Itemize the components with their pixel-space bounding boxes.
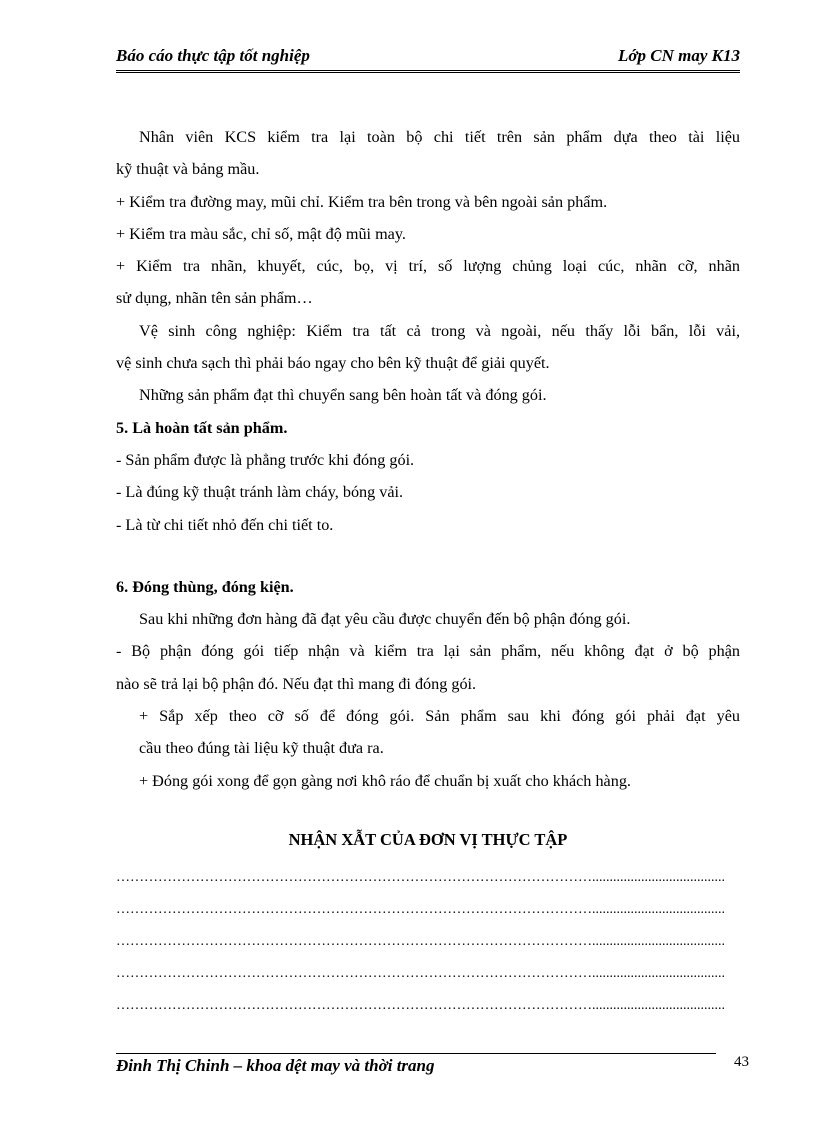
bullet-label-check-line1: + Kiểm tra nhãn, khuyết, cúc, bọ, vị trí, số lượng chủng loại cúc, nhãn cỡ, nhãn: [116, 257, 740, 276]
bullet-seam-check: + Kiểm tra đường may, mũi chỉ. Kiểm tra bên trong và bên ngoài sản phẩm.: [116, 192, 608, 211]
footer-rule: [116, 1053, 716, 1054]
bullet-label-check-line2: sử dụng, nhãn tên sản phẩm…: [116, 289, 313, 308]
evaluation-dotted-line: …………………………………………………………………………………………......................................: [116, 934, 725, 949]
page-number: 43: [734, 1054, 749, 1070]
bullet-storage: + Đóng gói xong để gọn gàng nơi khô ráo để chuẩn bị xuất cho khách hàng.: [139, 771, 631, 790]
spacer: [116, 541, 740, 571]
section-heading-5: 5. Là hoàn tất sản phẩm.: [116, 418, 288, 437]
header-report-title: Báo cáo thực tập tốt nghiệp: [116, 46, 310, 65]
dash-item-technique: - Là đúng kỹ thuật tránh làm cháy, bóng vải.: [116, 483, 404, 502]
paragraph-kcs-line2: kỹ thuật và bảng mầu.: [116, 160, 260, 179]
bullet-color-check: + Kiểm tra màu sắc, chỉ số, mật độ mũi may.: [116, 224, 406, 243]
paragraph-kcs-line1: Nhân viên KCS kiểm tra lại toàn bộ chi tiết trên sản phẩm dựa theo tài liệu: [139, 128, 740, 146]
document-body: [116, 121, 740, 797]
evaluation-dotted-line: …………………………………………………………………………………………......................................: [116, 998, 725, 1013]
page-header: [116, 44, 740, 73]
evaluation-dotted-line: …………………………………………………………………………………………......................................: [116, 902, 725, 917]
evaluation-title: NHẬN XẪT CỦA ĐƠN VỊ THỰC TẬP: [288, 830, 568, 849]
evaluation-dotted-line: …………………………………………………………………………………………......................................: [116, 966, 725, 981]
footer-author: Đinh Thị Chinh – khoa dệt may và thời trang: [116, 1056, 435, 1075]
dash-item-ironing: - Sản phẩm được là phẳng trước khi đóng gói.: [116, 450, 415, 469]
dash-item-packing-line1: - Bộ phận đóng gói tiếp nhận và kiểm tra lại sản phẩm, nếu không đạt ở bộ phận: [116, 642, 740, 661]
header-class-name: Lớp CN may K13: [618, 46, 740, 65]
evaluation-dotted-line: …………………………………………………………………………………………......................................: [116, 870, 725, 885]
paragraph-cleaning-line1: Vệ sinh công nghiệp: Kiểm tra tất cả trong và ngoài, nếu thấy lỗi bẩn, lỗi vải,: [139, 321, 740, 340]
paragraph-cleaning-line2: vệ sinh chưa sạch thì phải báo ngay cho bên kỹ thuật để giải quyết.: [116, 354, 550, 373]
bullet-size-sort-line1: + Sắp xếp theo cỡ số để đóng gói. Sản phẩm sau khi đóng gói phải đạt yêu: [139, 707, 740, 726]
dash-item-packing-line2: nào sẽ trả lại bộ phận đó. Nếu đạt thì mang đi đóng gói.: [116, 674, 477, 693]
section-heading-6: 6. Đóng thùng, đóng kiện.: [116, 577, 294, 596]
bullet-size-sort-line2: cầu theo đúng tài liệu kỹ thuật đưa ra.: [139, 739, 384, 758]
paragraph-passed-products: Những sản phẩm đạt thì chuyển sang bên hoàn tất và đóng gói.: [139, 386, 547, 405]
dash-item-order: - Là từ chi tiết nhỏ đến chi tiết to.: [116, 515, 334, 534]
paragraph-packing-intro: Sau khi những đơn hàng đã đạt yêu cầu được chuyển đến bộ phận đóng gói.: [139, 610, 631, 629]
